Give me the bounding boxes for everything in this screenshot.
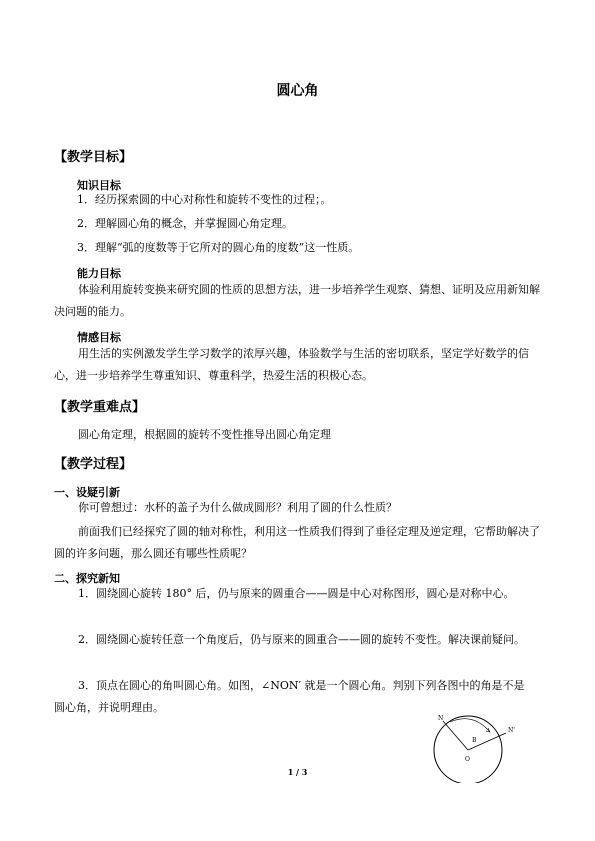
part1-paragraph: 你可曾想过：水杯的盖子为什么做成圆形？利用了圆的什么性质？ [78,501,397,514]
key-points-text: 圆心角定理，根据圆的旋转不变性推导出圆心角定理 [78,428,331,441]
part2-paragraph: 3．顶点在圆心的角叫圆心角。如图，∠NON′ 就是一个圆心角。判别下列各图中的角是不是圆心角，并说明理由。 [54,679,525,714]
knowledge-item: 1．经历探索圆的中心对称性和旋转不变性的过程；。 [77,193,332,206]
part2-heading: 二、探究新知 [54,572,120,585]
emotion-text: 用生活的实例激发学生学习数学的浓厚兴趣，体验数学与生活的密切联系，坚定学好数学的信心，进一步培养学生尊重知识、尊重科学，热爱生活的积极心态。 [54,347,529,382]
radius-on [443,721,468,750]
knowledge-item: 2．理解圆心角的概念，并掌握圆心角定理。 [77,217,293,230]
part1-heading: 一、设疑引新 [54,486,120,499]
label-n: N [438,715,444,722]
emotion-heading: 情感目标 [77,331,121,344]
page-title: 圆心角 [276,83,319,99]
knowledge-heading: 知识目标 [77,179,121,192]
section-heading-process: 【教学过程】 [54,457,133,472]
label-n-prime: N' [508,727,515,734]
part2-paragraph: 2．圆绕圆心旋转任意一个角度后，仍与原来的圆重合——圆的旋转不变性。解决课前疑问。 [78,633,525,646]
page-number: 1 / 3 [287,767,308,777]
label-o: O [465,756,470,763]
label-arc: B [472,737,477,744]
rotation-arc [450,719,490,732]
part1-paragraph: 前面我们已经探究了圆的轴对称性，利用这一性质我们得到了垂径定理及逆定理，它帮助解决了圆的许多问题，那么圆还有哪些性质呢？ [54,525,540,560]
ability-text: 体验利用旋转变换来研究圆的性质的思想方法，进一步培养学生观察、猜想、证明及应用新知解决问题的能力。 [54,283,540,318]
section-heading-objectives: 【教学目标】 [54,150,133,165]
knowledge-item: 3．理解“弧的度数等于它所对的圆心角的度数”这一性质。 [77,241,360,254]
section-heading-key-points: 【教学重难点】 [54,400,146,415]
ability-heading: 能力目标 [77,267,121,280]
part2-paragraph: 1．圆绕圆心旋转 180° 后，仍与原来的圆重合——圆是中心对称图形，圆心是对称中心。 [78,587,515,600]
